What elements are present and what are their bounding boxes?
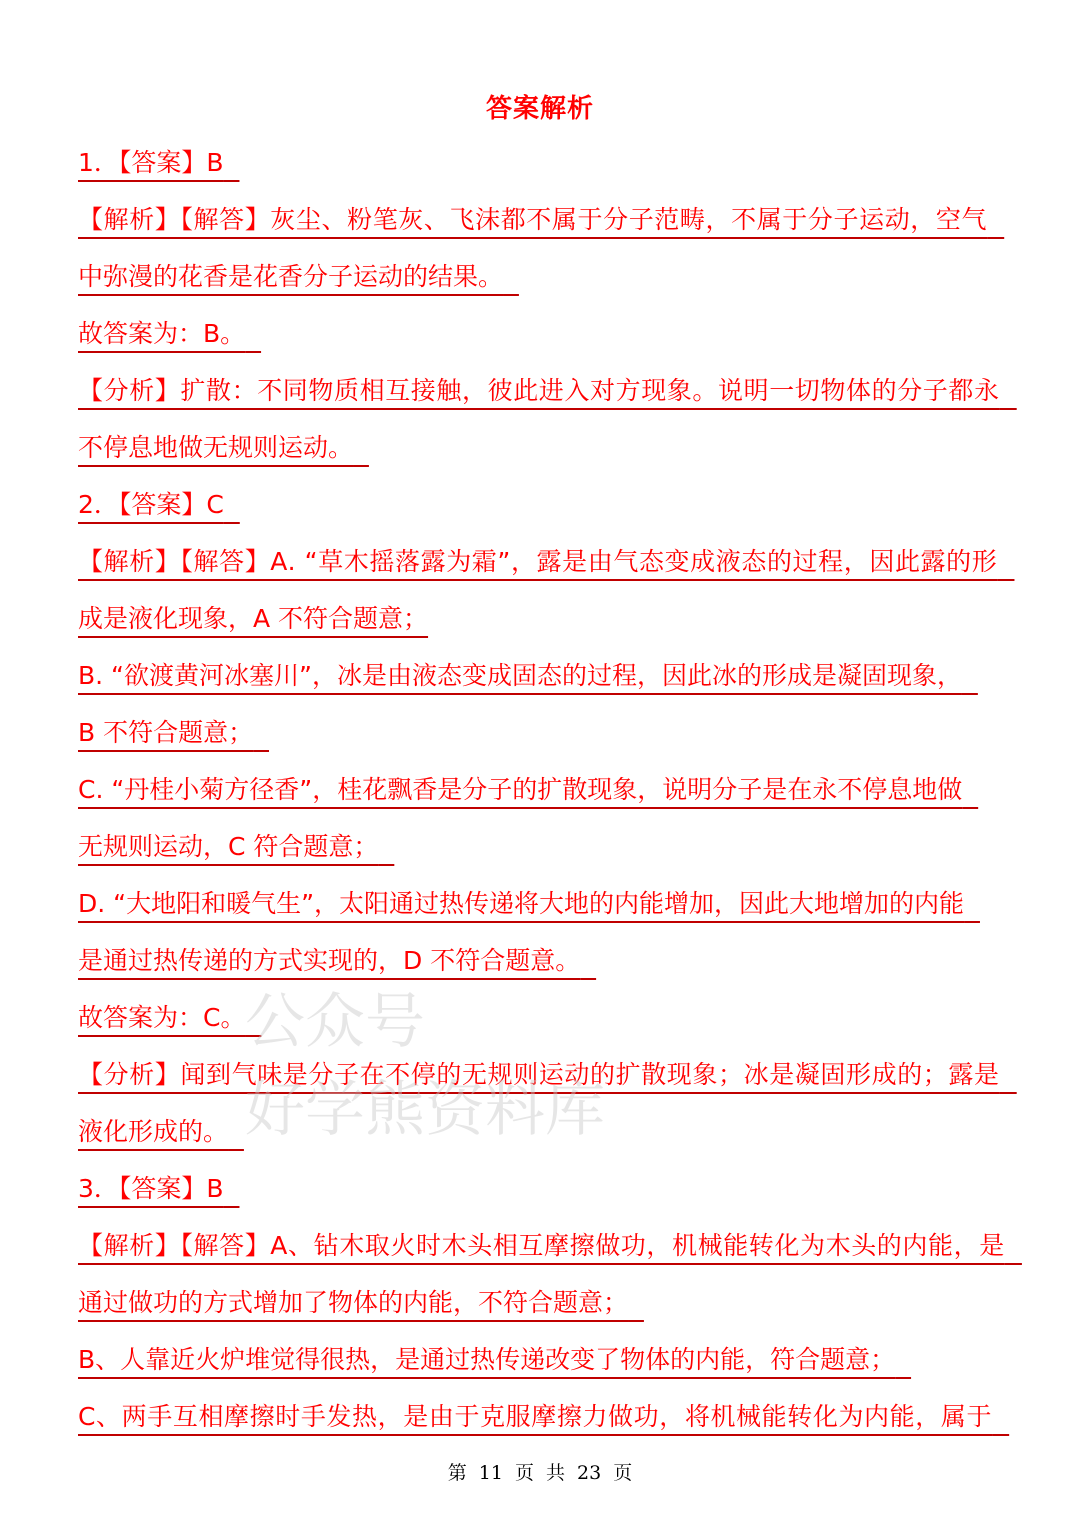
q2-answer: 2．【答案】C bbox=[78, 490, 224, 519]
page-title: 答案解析 bbox=[485, 94, 594, 124]
q3-option-c-line-1: C、两手互相摩擦时手发热，是由于克服摩擦力做功，将机械能转化为内能，属于 bbox=[78, 1402, 993, 1431]
q2-note-line-2: 液化形成的。 bbox=[78, 1117, 229, 1146]
q1-note-line-1: 【分析】扩散：不同物质相互接触，彼此进入对方现象。说明一切物体的分子都永 bbox=[78, 376, 1000, 405]
q2-analysis-line-1: 【解析】【解答】A. “草木摇落露为霜”，露是由气态变成液态的过程，因此露的形 bbox=[78, 547, 998, 576]
q1-note-line-2: 不停息地做无规则运动。 bbox=[78, 433, 354, 462]
q1-conclusion: 故答案为：B。 bbox=[78, 319, 246, 348]
page-footer: 第 11 页 共 23 页 bbox=[447, 1462, 633, 1484]
q1-answer: 1．【答案】B bbox=[78, 148, 224, 177]
q2-option-b-line-1: B. “欲渡黄河冰塞川”，冰是由液态变成固态的过程，因此冰的形成是凝固现象， bbox=[78, 661, 962, 690]
q1-analysis-line-1: 【解析】【解答】灰尘、粉笔灰、飞沫都不属于分子范畴，不属于分子运动，空气 bbox=[78, 205, 988, 234]
q2-conclusion: 故答案为：C。 bbox=[78, 1003, 246, 1032]
q3-analysis-line-2: 通过做功的方式增加了物体的内能，不符合题意； bbox=[78, 1288, 629, 1317]
q2-option-b-line-2: B 不符合题意； bbox=[78, 718, 254, 747]
q3-analysis-line-1: 【解析】【解答】A、钻木取火时木头相互摩擦做功，机械能转化为木头的内能，是 bbox=[78, 1231, 1005, 1260]
q2-analysis-line-2: 成是液化现象，A 不符合题意； bbox=[78, 604, 429, 633]
q2-option-c-line-2: 无规则运动，C 符合题意； bbox=[78, 832, 379, 861]
q2-option-c-line-1: C. “丹桂小菊方径香”，桂花飘香是分子的扩散现象，说明分子是在永不停息地做 bbox=[78, 775, 963, 804]
q2-option-d-line-2: 是通过热传递的方式实现的，D 不符合题意。 bbox=[78, 946, 581, 975]
q1-analysis-line-2: 中弥漫的花香是花香分子运动的结果。 bbox=[78, 262, 504, 291]
q2-note-line-1: 【分析】闻到气味是分子在不停的无规则运动的扩散现象；冰是凝固形成的；露是 bbox=[78, 1060, 1000, 1089]
watermark-line-2: 好学熊资料库 bbox=[245, 1075, 605, 1145]
watermark-line-1: 公众号 bbox=[245, 987, 425, 1057]
q3-option-b: B、人靠近火炉堆觉得很热，是通过热传递改变了物体的内能，符合题意； bbox=[78, 1345, 896, 1374]
q3-answer: 3．【答案】B bbox=[78, 1174, 224, 1203]
q2-option-d-line-1: D. “大地阳和暖气生”，太阳通过热传递将大地的内能增加，因此大地增加的内能 bbox=[78, 889, 965, 918]
